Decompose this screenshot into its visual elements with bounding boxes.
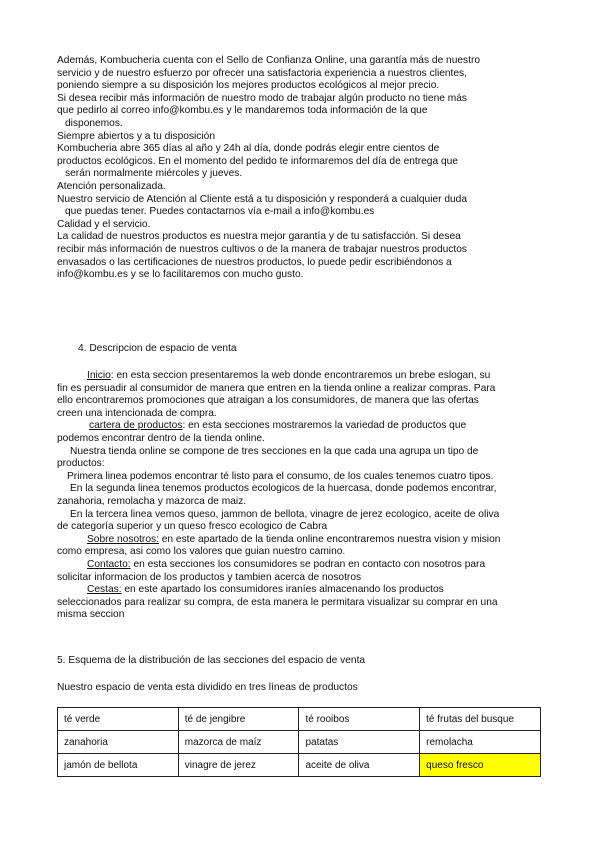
linea3-line: de categoría superior y un queso fresco ecologico de Cabra — [57, 521, 328, 533]
table-row — [58, 754, 541, 777]
sobre-label: Sobre nosotros: — [87, 533, 159, 545]
table-cell: té de jengibre — [178, 708, 299, 731]
intro-heading: Calidad y el servicio. — [57, 218, 151, 230]
intro-line: info@kombu.es y se lo facilitaremos con mucho gusto. — [57, 269, 304, 281]
intro-line: recibir más información de nuestros cultivos o de la manera de trabajar nuestros productos — [57, 243, 467, 255]
intro-line: serán normalmente miércoles y jueves. — [65, 168, 243, 180]
cestas-line: misma seccion — [57, 609, 125, 621]
intro-line: Además, Kombucheria cuenta con el Sello de Confianza Online, una garantía más de nuestro — [57, 55, 481, 66]
table-cell: patatas — [299, 731, 420, 754]
table-cell: zanahoria — [58, 731, 179, 754]
inicio-line — [57, 370, 547, 383]
table-cell: té rooibos — [299, 708, 420, 731]
linea2-line: En la segunda linea tenemos productos ecologicos de la huercasa, donde podemos encontrar, — [70, 483, 497, 495]
cartera-text: : en esta secciones mostraremos la variedad de productos que — [182, 420, 467, 432]
inicio-text: : en esta seccion presentaremos la web donde encontraremos un brebe eslogan, su — [110, 370, 491, 381]
section4-title: 4. Descripcion de espacio de venta — [78, 343, 237, 354]
sobre-line — [57, 534, 547, 547]
linea2-line: zanahoria, remolacha y mazorca de maiz. — [57, 495, 247, 507]
cestas-text: en este apartado los consumidores iraníes almacenando los productos — [121, 584, 444, 596]
section5-title: 5. Esquema de la distribución de las secciones del espacio de venta — [57, 655, 366, 666]
table-cell: remolacha — [420, 731, 541, 754]
cartera-line — [57, 420, 547, 433]
intro-line: Kombucheria abre 365 días al año y 24h al día, donde podrás elegir entre cientos de — [57, 143, 440, 155]
cestas-line — [57, 584, 547, 597]
intro-line: envasados o las certificaciones de nuestros productos, lo puede pedir escribiéndonos a — [57, 256, 452, 268]
highlighted-table-cell: queso fresco — [420, 754, 541, 777]
linea1-line: Primera linea podemos encontrar té listo para el consumo, de los cuales tenemos cuatro tipos. — [67, 470, 494, 482]
intro-line: poniendo siempre a su disposición los mejores productos ecológicos al mejor precio. — [57, 80, 440, 92]
intro-line: Nuestro servicio de Atención al Cliente está a tu disposición y responderá a cualquier duda — [57, 193, 468, 205]
table-cell: vinagre de jerez — [178, 754, 299, 777]
cestas-label: Cestas: — [87, 584, 122, 596]
sobre-line: como empresa, asi como los valores que guian nuestro camino. — [57, 546, 346, 558]
inicio-line: creen una intencionada de compra. — [57, 407, 217, 419]
table-cell: té frutas del busque — [420, 708, 541, 731]
cartera-line: podemos encontrar dentro de la tienda online. — [57, 432, 265, 444]
section4-body — [57, 370, 547, 622]
table-cell: té verde — [58, 708, 179, 731]
intro-heading: Siempre abiertos y a tu disposición — [57, 130, 215, 142]
contacto-line: solicitar informacion de los productos y tambien acerca de nosotros — [57, 571, 362, 583]
contacto-text: en esta secciones los consumidores se podran en contacto con nosotros para — [130, 558, 486, 570]
inicio-line: ello encontraremos promociones que atraigan a los consumidores, de manera que las ofertas — [57, 395, 479, 407]
table-cell: jamón de bellota — [58, 754, 179, 777]
table-cell: aceite de oliva — [299, 754, 420, 777]
table-row — [58, 708, 541, 731]
tienda-line: productos: — [57, 458, 105, 470]
cartera-label: cartera de productos — [89, 420, 183, 432]
tienda-line: Nuestra tienda online se compone de tres secciones en la que cada una agrupa un tipo de — [70, 445, 479, 457]
table-row — [58, 731, 541, 754]
table-cell: mazorca de maíz — [178, 731, 299, 754]
contacto-label: Contacto: — [87, 558, 131, 570]
intro-line: La calidad de nuestros productos es nuestra mejor garantía y de tu satisfacción. Si desea — [57, 231, 461, 243]
section5-intro: Nuestro espacio de venta esta dividido en tres líneas de productos — [57, 682, 358, 693]
linea3-line: En la tercera linea vemos queso, jammon de bellota, vinagre de jerez ecologico, aceite de oliva — [70, 508, 500, 520]
intro-line: que puedas tener. Puedes contactarnos vía e-mail a info@kombu.es — [65, 206, 375, 218]
cestas-line: seleccionados para realizar su compra, de esta manera le permitara visualizar su comprar en una — [57, 596, 498, 608]
intro-heading: Atención personalizada. — [57, 180, 166, 192]
intro-line: servicio y de nuestro esfuerzo por ofrecer una satisfactoria experiencia a nuestros clientes, — [57, 67, 467, 79]
intro-line: disponemos. — [65, 117, 123, 129]
product-lines-table — [57, 707, 541, 777]
sobre-text: en este apartado de la tienda online encontraremos nuestra vision y mision — [158, 533, 501, 545]
intro-line: Si desea recibir más información de nuestro modo de trabajar algún producto no tiene más — [57, 92, 467, 104]
inicio-label: Inicio — [87, 370, 111, 381]
contacto-line — [57, 559, 547, 572]
inicio-line: fin es persuadir al consumidor de manera que entren en la tienda online a realizar compras. Para — [57, 382, 496, 394]
intro-line: productos ecológicos. En el momento del pedido te informaremos del día de entrega que — [57, 155, 458, 167]
intro-line: que pedirlo al correo info@kombu.es y le mandaremos toda información de la que — [57, 105, 428, 117]
intro-text — [57, 55, 547, 282]
